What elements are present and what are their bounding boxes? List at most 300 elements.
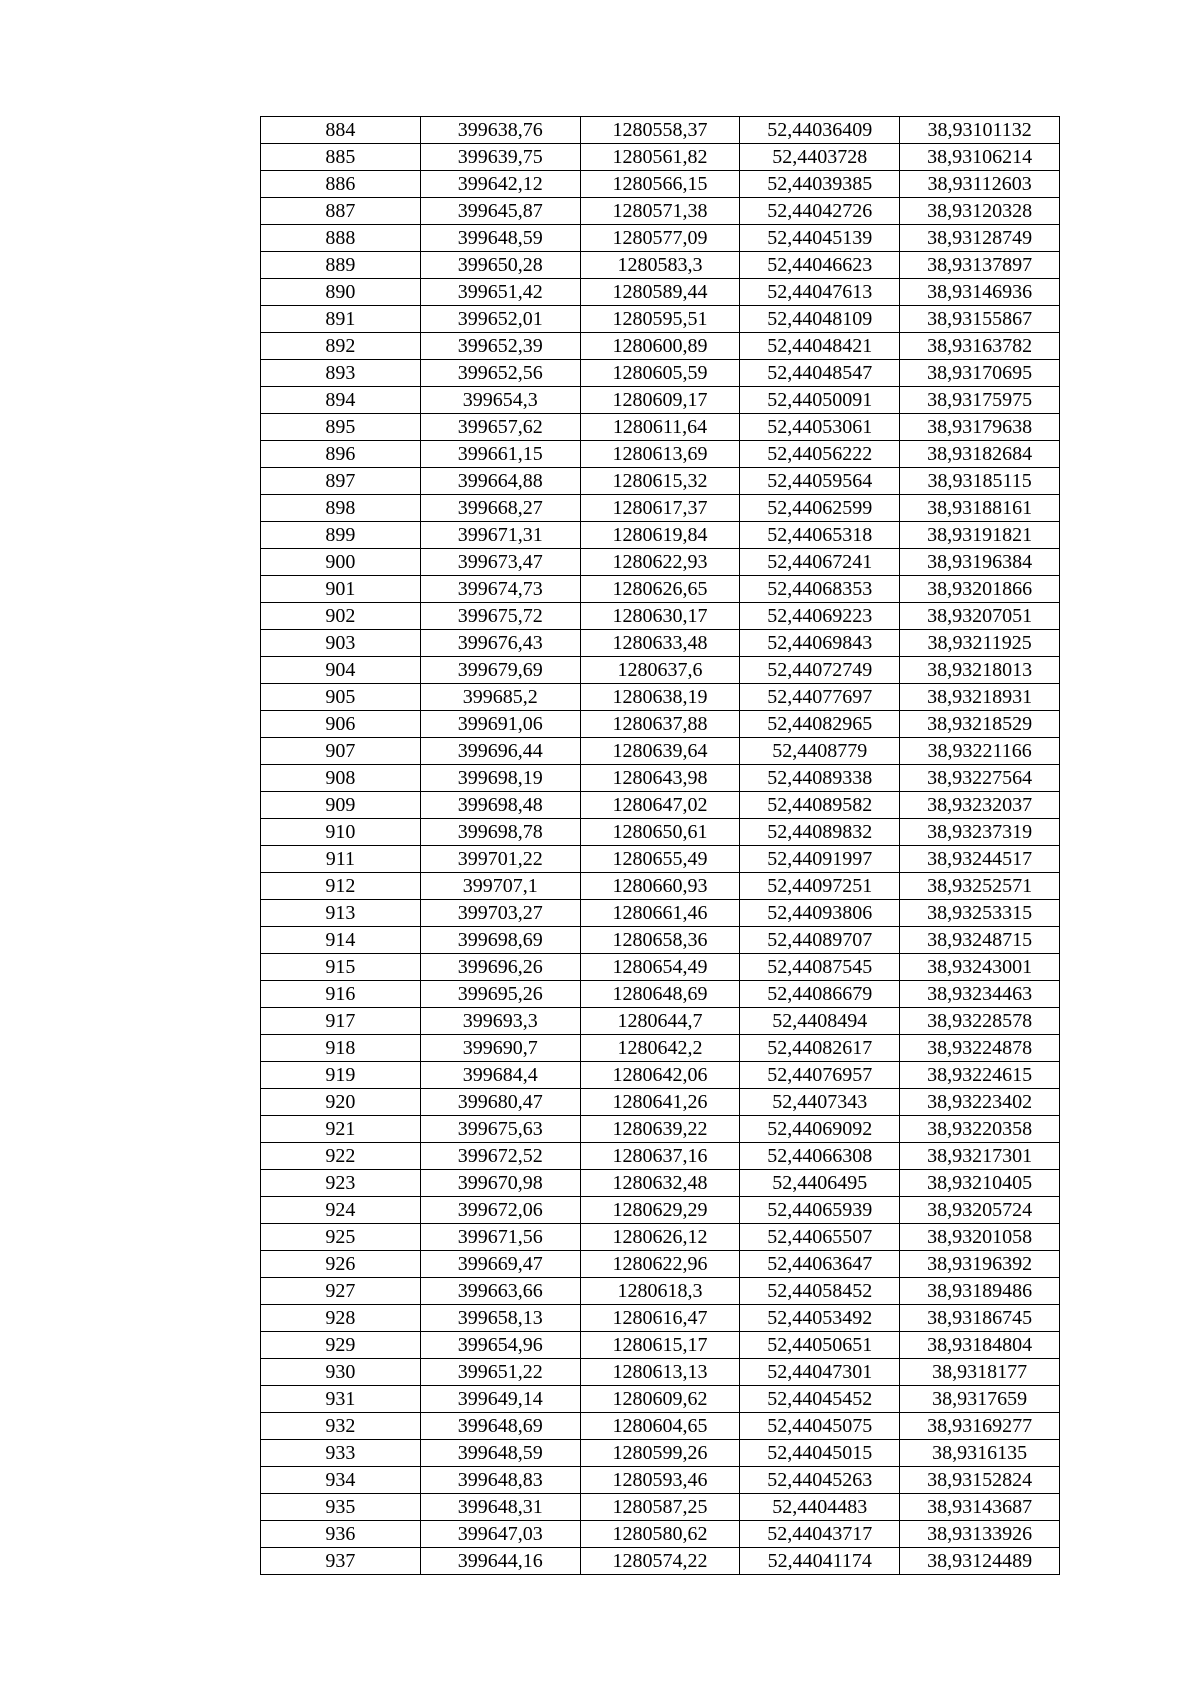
coord-x-cell: 399695,26 <box>420 981 580 1008</box>
coord-y-cell: 1280593,46 <box>580 1467 740 1494</box>
longitude-cell: 38,93201058 <box>900 1224 1060 1251</box>
table-row <box>261 1548 1060 1575</box>
longitude-cell: 38,93253315 <box>900 900 1060 927</box>
point-number-cell: 908 <box>261 765 421 792</box>
coord-x-cell: 399648,59 <box>420 225 580 252</box>
longitude-cell: 38,9316135 <box>900 1440 1060 1467</box>
point-number-cell: 929 <box>261 1332 421 1359</box>
longitude-cell: 38,93232037 <box>900 792 1060 819</box>
longitude-cell: 38,93228578 <box>900 1008 1060 1035</box>
latitude-cell: 52,44041174 <box>740 1548 900 1575</box>
coord-x-cell: 399657,62 <box>420 414 580 441</box>
table-row <box>261 117 1060 144</box>
point-number-cell: 933 <box>261 1440 421 1467</box>
coord-y-cell: 1280587,25 <box>580 1494 740 1521</box>
table-row <box>261 765 1060 792</box>
table-row <box>261 873 1060 900</box>
longitude-cell: 38,93244517 <box>900 846 1060 873</box>
table-row <box>261 387 1060 414</box>
point-number-cell: 889 <box>261 252 421 279</box>
latitude-cell: 52,44059564 <box>740 468 900 495</box>
coord-y-cell: 1280660,93 <box>580 873 740 900</box>
longitude-cell: 38,93182684 <box>900 441 1060 468</box>
coord-y-cell: 1280642,2 <box>580 1035 740 1062</box>
coord-x-cell: 399680,47 <box>420 1089 580 1116</box>
coord-y-cell: 1280637,16 <box>580 1143 740 1170</box>
table-row <box>261 522 1060 549</box>
longitude-cell: 38,93120328 <box>900 198 1060 225</box>
coord-y-cell: 1280615,32 <box>580 468 740 495</box>
coord-y-cell: 1280654,49 <box>580 954 740 981</box>
latitude-cell: 52,44053492 <box>740 1305 900 1332</box>
latitude-cell: 52,44089338 <box>740 765 900 792</box>
point-number-cell: 915 <box>261 954 421 981</box>
longitude-cell: 38,93112603 <box>900 171 1060 198</box>
table-row <box>261 414 1060 441</box>
coord-x-cell: 399658,13 <box>420 1305 580 1332</box>
longitude-cell: 38,93237319 <box>900 819 1060 846</box>
table-row <box>261 603 1060 630</box>
coord-y-cell: 1280661,46 <box>580 900 740 927</box>
point-number-cell: 922 <box>261 1143 421 1170</box>
longitude-cell: 38,9317659 <box>900 1386 1060 1413</box>
table-row <box>261 900 1060 927</box>
coord-y-cell: 1280618,3 <box>580 1278 740 1305</box>
longitude-cell: 38,93133926 <box>900 1521 1060 1548</box>
point-number-cell: 887 <box>261 198 421 225</box>
coord-x-cell: 399651,42 <box>420 279 580 306</box>
coord-y-cell: 1280604,65 <box>580 1413 740 1440</box>
point-number-cell: 893 <box>261 360 421 387</box>
latitude-cell: 52,4404483 <box>740 1494 900 1521</box>
coord-x-cell: 399663,66 <box>420 1278 580 1305</box>
latitude-cell: 52,44069843 <box>740 630 900 657</box>
table-row <box>261 1143 1060 1170</box>
longitude-cell: 38,93143687 <box>900 1494 1060 1521</box>
coord-x-cell: 399648,69 <box>420 1413 580 1440</box>
latitude-cell: 52,44068353 <box>740 576 900 603</box>
table-row <box>261 171 1060 198</box>
latitude-cell: 52,44058452 <box>740 1278 900 1305</box>
coord-y-cell: 1280561,82 <box>580 144 740 171</box>
coord-y-cell: 1280632,48 <box>580 1170 740 1197</box>
coord-y-cell: 1280595,51 <box>580 306 740 333</box>
longitude-cell: 38,93223402 <box>900 1089 1060 1116</box>
latitude-cell: 52,44036409 <box>740 117 900 144</box>
coord-x-cell: 399691,06 <box>420 711 580 738</box>
latitude-cell: 52,44047613 <box>740 279 900 306</box>
point-number-cell: 884 <box>261 117 421 144</box>
point-number-cell: 901 <box>261 576 421 603</box>
point-number-cell: 909 <box>261 792 421 819</box>
coord-x-cell: 399671,56 <box>420 1224 580 1251</box>
latitude-cell: 52,44097251 <box>740 873 900 900</box>
longitude-cell: 38,93252571 <box>900 873 1060 900</box>
coord-y-cell: 1280615,17 <box>580 1332 740 1359</box>
longitude-cell: 38,93185115 <box>900 468 1060 495</box>
point-number-cell: 890 <box>261 279 421 306</box>
point-number-cell: 885 <box>261 144 421 171</box>
point-number-cell: 905 <box>261 684 421 711</box>
point-number-cell: 927 <box>261 1278 421 1305</box>
coord-x-cell: 399675,63 <box>420 1116 580 1143</box>
point-number-cell: 931 <box>261 1386 421 1413</box>
longitude-cell: 38,93170695 <box>900 360 1060 387</box>
latitude-cell: 52,4403728 <box>740 144 900 171</box>
table-row <box>261 1224 1060 1251</box>
latitude-cell: 52,44050091 <box>740 387 900 414</box>
coord-x-cell: 399654,96 <box>420 1332 580 1359</box>
coord-y-cell: 1280637,88 <box>580 711 740 738</box>
coordinates-table-body <box>261 117 1060 1575</box>
latitude-cell: 52,44045263 <box>740 1467 900 1494</box>
coord-x-cell: 399652,01 <box>420 306 580 333</box>
coord-x-cell: 399664,88 <box>420 468 580 495</box>
coord-x-cell: 399672,52 <box>420 1143 580 1170</box>
longitude-cell: 38,93205724 <box>900 1197 1060 1224</box>
coord-x-cell: 399690,7 <box>420 1035 580 1062</box>
latitude-cell: 52,44076957 <box>740 1062 900 1089</box>
longitude-cell: 38,93217301 <box>900 1143 1060 1170</box>
longitude-cell: 38,93218931 <box>900 684 1060 711</box>
coord-x-cell: 399651,22 <box>420 1359 580 1386</box>
coord-x-cell: 399696,44 <box>420 738 580 765</box>
point-number-cell: 914 <box>261 927 421 954</box>
point-number-cell: 896 <box>261 441 421 468</box>
coord-x-cell: 399703,27 <box>420 900 580 927</box>
latitude-cell: 52,44065318 <box>740 522 900 549</box>
latitude-cell: 52,44066308 <box>740 1143 900 1170</box>
point-number-cell: 898 <box>261 495 421 522</box>
longitude-cell: 38,9318177 <box>900 1359 1060 1386</box>
point-number-cell: 920 <box>261 1089 421 1116</box>
table-row <box>261 198 1060 225</box>
table-row <box>261 1386 1060 1413</box>
longitude-cell: 38,93179638 <box>900 414 1060 441</box>
coord-x-cell: 399650,28 <box>420 252 580 279</box>
table-row <box>261 468 1060 495</box>
longitude-cell: 38,93175975 <box>900 387 1060 414</box>
coord-y-cell: 1280642,06 <box>580 1062 740 1089</box>
coord-y-cell: 1280605,59 <box>580 360 740 387</box>
longitude-cell: 38,93106214 <box>900 144 1060 171</box>
point-number-cell: 902 <box>261 603 421 630</box>
longitude-cell: 38,93137897 <box>900 252 1060 279</box>
table-row <box>261 1332 1060 1359</box>
latitude-cell: 52,44069092 <box>740 1116 900 1143</box>
coord-x-cell: 399652,39 <box>420 333 580 360</box>
coord-x-cell: 399684,4 <box>420 1062 580 1089</box>
coord-x-cell: 399698,19 <box>420 765 580 792</box>
coord-y-cell: 1280644,7 <box>580 1008 740 1035</box>
latitude-cell: 52,44042726 <box>740 198 900 225</box>
coord-x-cell: 399698,48 <box>420 792 580 819</box>
point-number-cell: 913 <box>261 900 421 927</box>
point-number-cell: 904 <box>261 657 421 684</box>
latitude-cell: 52,44048421 <box>740 333 900 360</box>
coordinates-table <box>260 116 1060 1575</box>
latitude-cell: 52,44089707 <box>740 927 900 954</box>
coord-x-cell: 399693,3 <box>420 1008 580 1035</box>
coord-x-cell: 399698,69 <box>420 927 580 954</box>
longitude-cell: 38,93189486 <box>900 1278 1060 1305</box>
latitude-cell: 52,44047301 <box>740 1359 900 1386</box>
table-row <box>261 738 1060 765</box>
table-row <box>261 792 1060 819</box>
table-row <box>261 819 1060 846</box>
latitude-cell: 52,44072749 <box>740 657 900 684</box>
latitude-cell: 52,44087545 <box>740 954 900 981</box>
coord-y-cell: 1280613,13 <box>580 1359 740 1386</box>
coord-y-cell: 1280566,15 <box>580 171 740 198</box>
coord-x-cell: 399654,3 <box>420 387 580 414</box>
longitude-cell: 38,93128749 <box>900 225 1060 252</box>
coord-x-cell: 399679,69 <box>420 657 580 684</box>
latitude-cell: 52,44082617 <box>740 1035 900 1062</box>
coord-x-cell: 399668,27 <box>420 495 580 522</box>
coord-y-cell: 1280637,6 <box>580 657 740 684</box>
point-number-cell: 935 <box>261 1494 421 1521</box>
table-row <box>261 1035 1060 1062</box>
latitude-cell: 52,44091997 <box>740 846 900 873</box>
coord-x-cell: 399670,98 <box>420 1170 580 1197</box>
latitude-cell: 52,44067241 <box>740 549 900 576</box>
coord-y-cell: 1280609,62 <box>580 1386 740 1413</box>
point-number-cell: 897 <box>261 468 421 495</box>
coord-y-cell: 1280574,22 <box>580 1548 740 1575</box>
coord-y-cell: 1280626,65 <box>580 576 740 603</box>
table-row <box>261 711 1060 738</box>
point-number-cell: 911 <box>261 846 421 873</box>
table-row <box>261 225 1060 252</box>
coord-x-cell: 399672,06 <box>420 1197 580 1224</box>
point-number-cell: 892 <box>261 333 421 360</box>
latitude-cell: 52,44050651 <box>740 1332 900 1359</box>
point-number-cell: 888 <box>261 225 421 252</box>
coord-y-cell: 1280622,93 <box>580 549 740 576</box>
table-row <box>261 1359 1060 1386</box>
point-number-cell: 926 <box>261 1251 421 1278</box>
point-number-cell: 937 <box>261 1548 421 1575</box>
coord-y-cell: 1280616,47 <box>580 1305 740 1332</box>
coord-y-cell: 1280639,22 <box>580 1116 740 1143</box>
latitude-cell: 52,44089832 <box>740 819 900 846</box>
coord-y-cell: 1280617,37 <box>580 495 740 522</box>
table-row <box>261 1251 1060 1278</box>
coord-x-cell: 399642,12 <box>420 171 580 198</box>
table-row <box>261 279 1060 306</box>
point-number-cell: 918 <box>261 1035 421 1062</box>
coord-y-cell: 1280648,69 <box>580 981 740 1008</box>
coord-y-cell: 1280622,96 <box>580 1251 740 1278</box>
point-number-cell: 930 <box>261 1359 421 1386</box>
latitude-cell: 52,44093806 <box>740 900 900 927</box>
longitude-cell: 38,93155867 <box>900 306 1060 333</box>
longitude-cell: 38,93184804 <box>900 1332 1060 1359</box>
longitude-cell: 38,93191821 <box>900 522 1060 549</box>
latitude-cell: 52,4407343 <box>740 1089 900 1116</box>
coord-x-cell: 399685,2 <box>420 684 580 711</box>
table-row <box>261 1116 1060 1143</box>
point-number-cell: 917 <box>261 1008 421 1035</box>
point-number-cell: 932 <box>261 1413 421 1440</box>
table-row <box>261 1089 1060 1116</box>
point-number-cell: 924 <box>261 1197 421 1224</box>
coord-y-cell: 1280626,12 <box>580 1224 740 1251</box>
coord-x-cell: 399652,56 <box>420 360 580 387</box>
longitude-cell: 38,93234463 <box>900 981 1060 1008</box>
coord-x-cell: 399669,47 <box>420 1251 580 1278</box>
point-number-cell: 903 <box>261 630 421 657</box>
coord-x-cell: 399638,76 <box>420 117 580 144</box>
longitude-cell: 38,93220358 <box>900 1116 1060 1143</box>
latitude-cell: 52,44039385 <box>740 171 900 198</box>
coord-x-cell: 399648,31 <box>420 1494 580 1521</box>
latitude-cell: 52,44063647 <box>740 1251 900 1278</box>
table-row <box>261 657 1060 684</box>
point-number-cell: 923 <box>261 1170 421 1197</box>
point-number-cell: 910 <box>261 819 421 846</box>
longitude-cell: 38,93210405 <box>900 1170 1060 1197</box>
point-number-cell: 921 <box>261 1116 421 1143</box>
longitude-cell: 38,93227564 <box>900 765 1060 792</box>
point-number-cell: 934 <box>261 1467 421 1494</box>
table-row <box>261 630 1060 657</box>
coord-x-cell: 399661,15 <box>420 441 580 468</box>
coord-y-cell: 1280609,17 <box>580 387 740 414</box>
longitude-cell: 38,93124489 <box>900 1548 1060 1575</box>
coord-x-cell: 399673,47 <box>420 549 580 576</box>
latitude-cell: 52,44045075 <box>740 1413 900 1440</box>
table-row <box>261 1197 1060 1224</box>
coord-y-cell: 1280558,37 <box>580 117 740 144</box>
longitude-cell: 38,93196384 <box>900 549 1060 576</box>
table-row <box>261 1440 1060 1467</box>
longitude-cell: 38,93218529 <box>900 711 1060 738</box>
coord-x-cell: 399649,14 <box>420 1386 580 1413</box>
coord-y-cell: 1280589,44 <box>580 279 740 306</box>
longitude-cell: 38,93196392 <box>900 1251 1060 1278</box>
longitude-cell: 38,93248715 <box>900 927 1060 954</box>
latitude-cell: 52,44062599 <box>740 495 900 522</box>
coord-x-cell: 399647,03 <box>420 1521 580 1548</box>
latitude-cell: 52,44065939 <box>740 1197 900 1224</box>
latitude-cell: 52,44048109 <box>740 306 900 333</box>
latitude-cell: 52,44045452 <box>740 1386 900 1413</box>
table-row <box>261 1062 1060 1089</box>
table-row <box>261 252 1060 279</box>
coord-y-cell: 1280638,19 <box>580 684 740 711</box>
coord-x-cell: 399644,16 <box>420 1548 580 1575</box>
longitude-cell: 38,93221166 <box>900 738 1060 765</box>
latitude-cell: 52,44077697 <box>740 684 900 711</box>
longitude-cell: 38,93224615 <box>900 1062 1060 1089</box>
latitude-cell: 52,4408779 <box>740 738 900 765</box>
coord-x-cell: 399707,1 <box>420 873 580 900</box>
point-number-cell: 895 <box>261 414 421 441</box>
coord-y-cell: 1280611,64 <box>580 414 740 441</box>
latitude-cell: 52,44045139 <box>740 225 900 252</box>
table-row <box>261 576 1060 603</box>
latitude-cell: 52,44069223 <box>740 603 900 630</box>
latitude-cell: 52,44082965 <box>740 711 900 738</box>
longitude-cell: 38,93243001 <box>900 954 1060 981</box>
coord-y-cell: 1280613,69 <box>580 441 740 468</box>
point-number-cell: 906 <box>261 711 421 738</box>
longitude-cell: 38,93152824 <box>900 1467 1060 1494</box>
point-number-cell: 894 <box>261 387 421 414</box>
table-row <box>261 1467 1060 1494</box>
coord-x-cell: 399696,26 <box>420 954 580 981</box>
coord-y-cell: 1280580,62 <box>580 1521 740 1548</box>
coord-y-cell: 1280643,98 <box>580 765 740 792</box>
point-number-cell: 886 <box>261 171 421 198</box>
table-row <box>261 549 1060 576</box>
latitude-cell: 52,44048547 <box>740 360 900 387</box>
coord-y-cell: 1280599,26 <box>580 1440 740 1467</box>
table-row <box>261 1170 1060 1197</box>
coord-x-cell: 399645,87 <box>420 198 580 225</box>
table-row <box>261 684 1060 711</box>
table-row <box>261 1413 1060 1440</box>
latitude-cell: 52,44053061 <box>740 414 900 441</box>
coord-x-cell: 399671,31 <box>420 522 580 549</box>
table-row <box>261 927 1060 954</box>
point-number-cell: 891 <box>261 306 421 333</box>
coord-x-cell: 399698,78 <box>420 819 580 846</box>
longitude-cell: 38,93163782 <box>900 333 1060 360</box>
longitude-cell: 38,93146936 <box>900 279 1060 306</box>
coord-y-cell: 1280641,26 <box>580 1089 740 1116</box>
coord-x-cell: 399648,83 <box>420 1467 580 1494</box>
coord-x-cell: 399639,75 <box>420 144 580 171</box>
longitude-cell: 38,93224878 <box>900 1035 1060 1062</box>
table-row <box>261 1521 1060 1548</box>
table-row <box>261 495 1060 522</box>
point-number-cell: 916 <box>261 981 421 1008</box>
table-row <box>261 846 1060 873</box>
coord-y-cell: 1280583,3 <box>580 252 740 279</box>
coord-y-cell: 1280658,36 <box>580 927 740 954</box>
table-row <box>261 306 1060 333</box>
coord-y-cell: 1280630,17 <box>580 603 740 630</box>
point-number-cell: 899 <box>261 522 421 549</box>
table-row <box>261 333 1060 360</box>
coord-x-cell: 399674,73 <box>420 576 580 603</box>
coord-x-cell: 399701,22 <box>420 846 580 873</box>
latitude-cell: 52,44046623 <box>740 252 900 279</box>
coord-x-cell: 399675,72 <box>420 603 580 630</box>
point-number-cell: 912 <box>261 873 421 900</box>
table-row <box>261 144 1060 171</box>
table-row <box>261 981 1060 1008</box>
coord-x-cell: 399648,59 <box>420 1440 580 1467</box>
table-row <box>261 1494 1060 1521</box>
longitude-cell: 38,93101132 <box>900 117 1060 144</box>
coord-y-cell: 1280647,02 <box>580 792 740 819</box>
table-row <box>261 954 1060 981</box>
point-number-cell: 919 <box>261 1062 421 1089</box>
table-row <box>261 1305 1060 1332</box>
table-row <box>261 360 1060 387</box>
coord-x-cell: 399676,43 <box>420 630 580 657</box>
longitude-cell: 38,93211925 <box>900 630 1060 657</box>
longitude-cell: 38,93188161 <box>900 495 1060 522</box>
coord-y-cell: 1280577,09 <box>580 225 740 252</box>
latitude-cell: 52,4408494 <box>740 1008 900 1035</box>
coord-y-cell: 1280650,61 <box>580 819 740 846</box>
longitude-cell: 38,93169277 <box>900 1413 1060 1440</box>
